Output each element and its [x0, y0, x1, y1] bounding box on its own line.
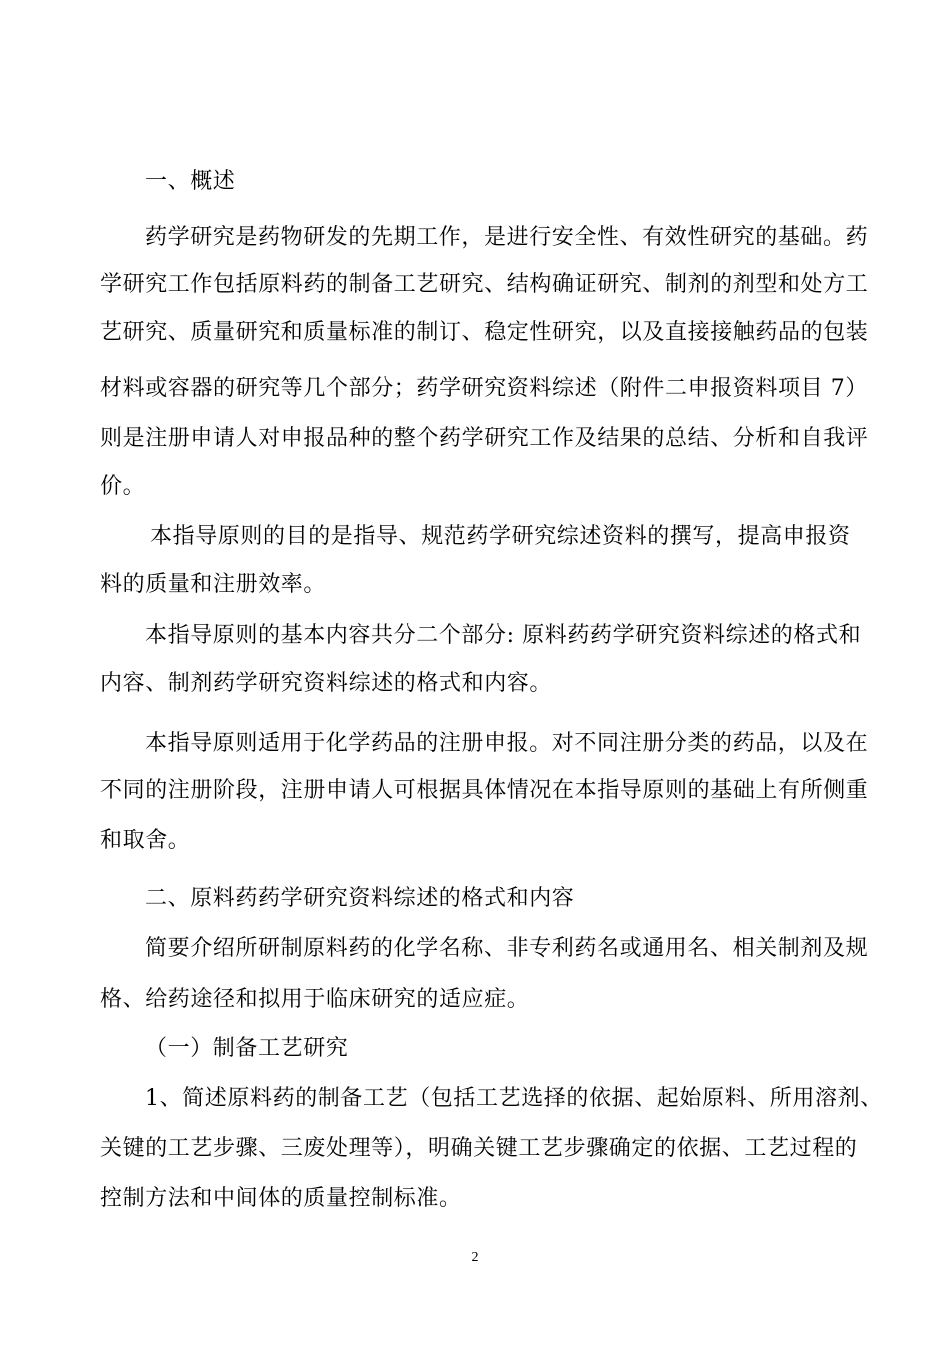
paragraph-line: 和取舍。 — [100, 828, 191, 853]
paragraph-line: 1、简述原料药的制备工艺（包括工艺选择的依据、起始原料、所用溶剂、 — [145, 1086, 883, 1111]
paragraph-line: 料的质量和注册效率。 — [100, 572, 327, 597]
paragraph-line: 本指导原则适用于化学药品的注册申报。对不同注册分类的药品，以及在 — [145, 731, 869, 756]
paragraph-line: 内容、制剂药学研究资料综述的格式和内容。 — [100, 671, 553, 696]
paragraph-line: 艺研究、质量研究和质量标准的制订、稳定性研究，以及直接接触药品的包装 — [100, 320, 869, 345]
subsection-heading-preparation: （一）制备工艺研究 — [145, 1036, 349, 1061]
paragraph-line: 价。 — [100, 474, 146, 499]
paragraph-line: 不同的注册阶段，注册申请人可根据具体情况在本指导原则的基础上有所侧重 — [100, 778, 869, 803]
paragraph-line: 则是注册申请人对申报品种的整个药学研究工作及结果的总结、分析和自我评 — [100, 426, 869, 451]
paragraph-line: 简要介绍所研制原料药的化学名称、非专利药名或通用名、相关制剂及规 — [145, 936, 869, 961]
paragraph-line: 药学研究是药物研发的先期工作，是进行安全性、有效性研究的基础。药 — [145, 225, 869, 250]
paragraph-line: 本指导原则的目的是指导、规范药学研究综述资料的撰写，提高申报资 — [150, 524, 851, 549]
paragraph-line: 格、给药途径和拟用于临床研究的适应症。 — [100, 987, 530, 1012]
section-heading-overview: 一、概述 — [145, 169, 236, 194]
section-heading-raw-material: 二、原料药药学研究资料综述的格式和内容 — [145, 886, 575, 911]
paragraph-line: 学研究工作包括原料药的制备工艺研究、结构确证研究、制剂的剂型和处方工 — [100, 272, 869, 297]
paragraph-line: 控制方法和中间体的质量控制标准。 — [100, 1186, 462, 1211]
page-number: 2 — [471, 1250, 479, 1265]
paragraph-line: 材料或容器的研究等几个部分；药学研究资料综述（附件二申报资料项目 7） — [100, 376, 868, 401]
paragraph-line: 本指导原则的基本内容共分二个部分: 原料药药学研究资料综述的格式和 — [145, 623, 862, 648]
paragraph-line: 关键的工艺步骤、三废处理等），明确关键工艺步骤确定的依据、工艺过程的 — [100, 1136, 858, 1161]
